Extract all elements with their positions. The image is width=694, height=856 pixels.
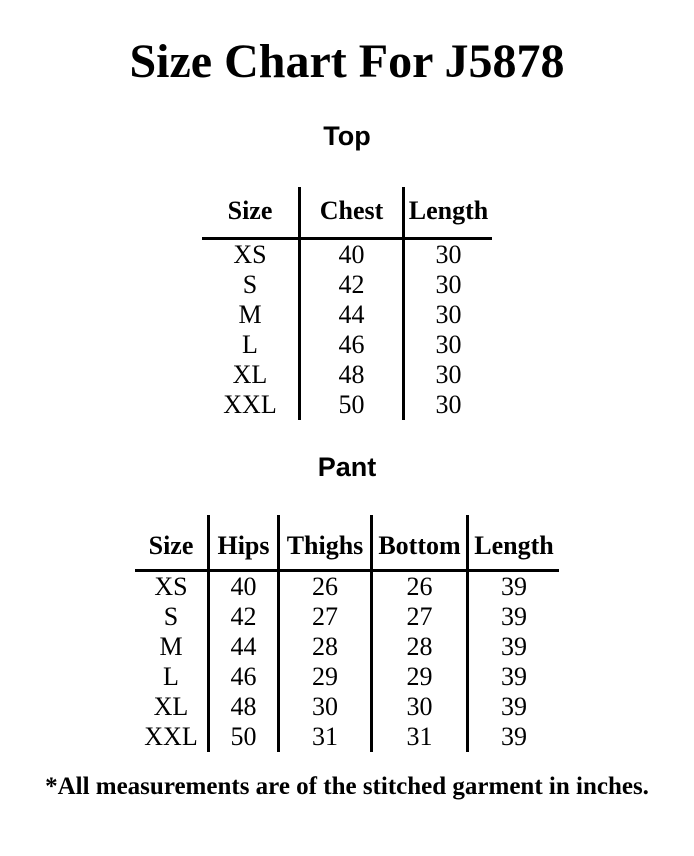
table-cell: 46 <box>209 662 279 692</box>
pant-section-heading: Pant <box>317 452 377 482</box>
column-header: Length <box>404 187 493 239</box>
table-cell: 27 <box>279 602 372 632</box>
table-cell: 31 <box>372 722 468 752</box>
table-cell: 30 <box>404 239 493 271</box>
table-row <box>202 390 492 420</box>
table-cell: S <box>242 270 258 299</box>
pant-section <box>0 454 694 752</box>
table-row <box>135 692 559 722</box>
table-cell: 39 <box>468 602 560 632</box>
table-cell: 39 <box>468 571 560 603</box>
table-cell: 30 <box>404 330 493 360</box>
table-cell: 40 <box>209 571 279 603</box>
table-cell: 30 <box>372 692 468 722</box>
table-cell: XS <box>233 240 267 269</box>
table-row <box>135 571 559 603</box>
table-cell: XL <box>153 692 189 721</box>
table-row <box>202 360 492 390</box>
table-row <box>135 602 559 632</box>
table-cell: 39 <box>468 662 560 692</box>
table-cell: 40 <box>300 239 404 271</box>
header-row <box>135 515 559 571</box>
table-row <box>135 722 559 752</box>
table-cell: 46 <box>300 330 404 360</box>
table-cell: 39 <box>468 632 560 662</box>
table-cell: 26 <box>279 571 372 603</box>
top-section-heading: Top <box>323 121 371 151</box>
table-cell: 39 <box>468 722 560 752</box>
table-cell: 26 <box>372 571 468 603</box>
table-cell: XL <box>232 360 268 389</box>
pant-size-table <box>135 515 559 752</box>
table-cell: 30 <box>279 692 372 722</box>
column-header: Size <box>202 187 300 239</box>
measurement-footnote: *All measurements are of the stitched garment in inches. <box>45 773 649 800</box>
column-header: Chest <box>300 187 404 239</box>
table-row <box>202 330 492 360</box>
table-cell: 44 <box>300 300 404 330</box>
column-header: Hips <box>209 515 279 571</box>
table-row <box>202 239 492 271</box>
table-cell: 39 <box>468 692 560 722</box>
top-size-table <box>202 187 492 420</box>
table-row <box>135 662 559 692</box>
top-section <box>0 123 694 420</box>
table-cell: M <box>159 632 183 661</box>
table-cell: 28 <box>372 632 468 662</box>
table-row <box>135 632 559 662</box>
table-cell: L <box>163 662 179 691</box>
table-row <box>202 270 492 300</box>
table-cell: XXL <box>223 390 277 419</box>
table-cell: XXL <box>144 722 198 751</box>
table-cell: 50 <box>209 722 279 752</box>
table-cell: 31 <box>279 722 372 752</box>
table-cell: 30 <box>404 270 493 300</box>
table-cell: 29 <box>372 662 468 692</box>
table-row <box>202 300 492 330</box>
header-row <box>202 187 492 239</box>
table-cell: L <box>242 330 258 359</box>
table-cell: 30 <box>404 390 493 420</box>
table-cell: 27 <box>372 602 468 632</box>
table-cell: 48 <box>300 360 404 390</box>
table-cell: XS <box>154 572 188 601</box>
table-cell: 42 <box>209 602 279 632</box>
table-cell: 44 <box>209 632 279 662</box>
column-header: Bottom <box>372 515 468 571</box>
table-cell: 29 <box>279 662 372 692</box>
column-header: Thighs <box>279 515 372 571</box>
table-cell: M <box>238 300 262 329</box>
table-cell: 28 <box>279 632 372 662</box>
table-cell: 30 <box>404 360 493 390</box>
page-title: Size Chart For J5878 <box>129 35 565 88</box>
table-cell: 48 <box>209 692 279 722</box>
column-header: Length <box>468 515 560 571</box>
table-cell: 42 <box>300 270 404 300</box>
table-cell: S <box>163 602 179 631</box>
column-header: Size <box>135 515 209 571</box>
table-cell: 50 <box>300 390 404 420</box>
table-cell: 30 <box>404 300 493 330</box>
